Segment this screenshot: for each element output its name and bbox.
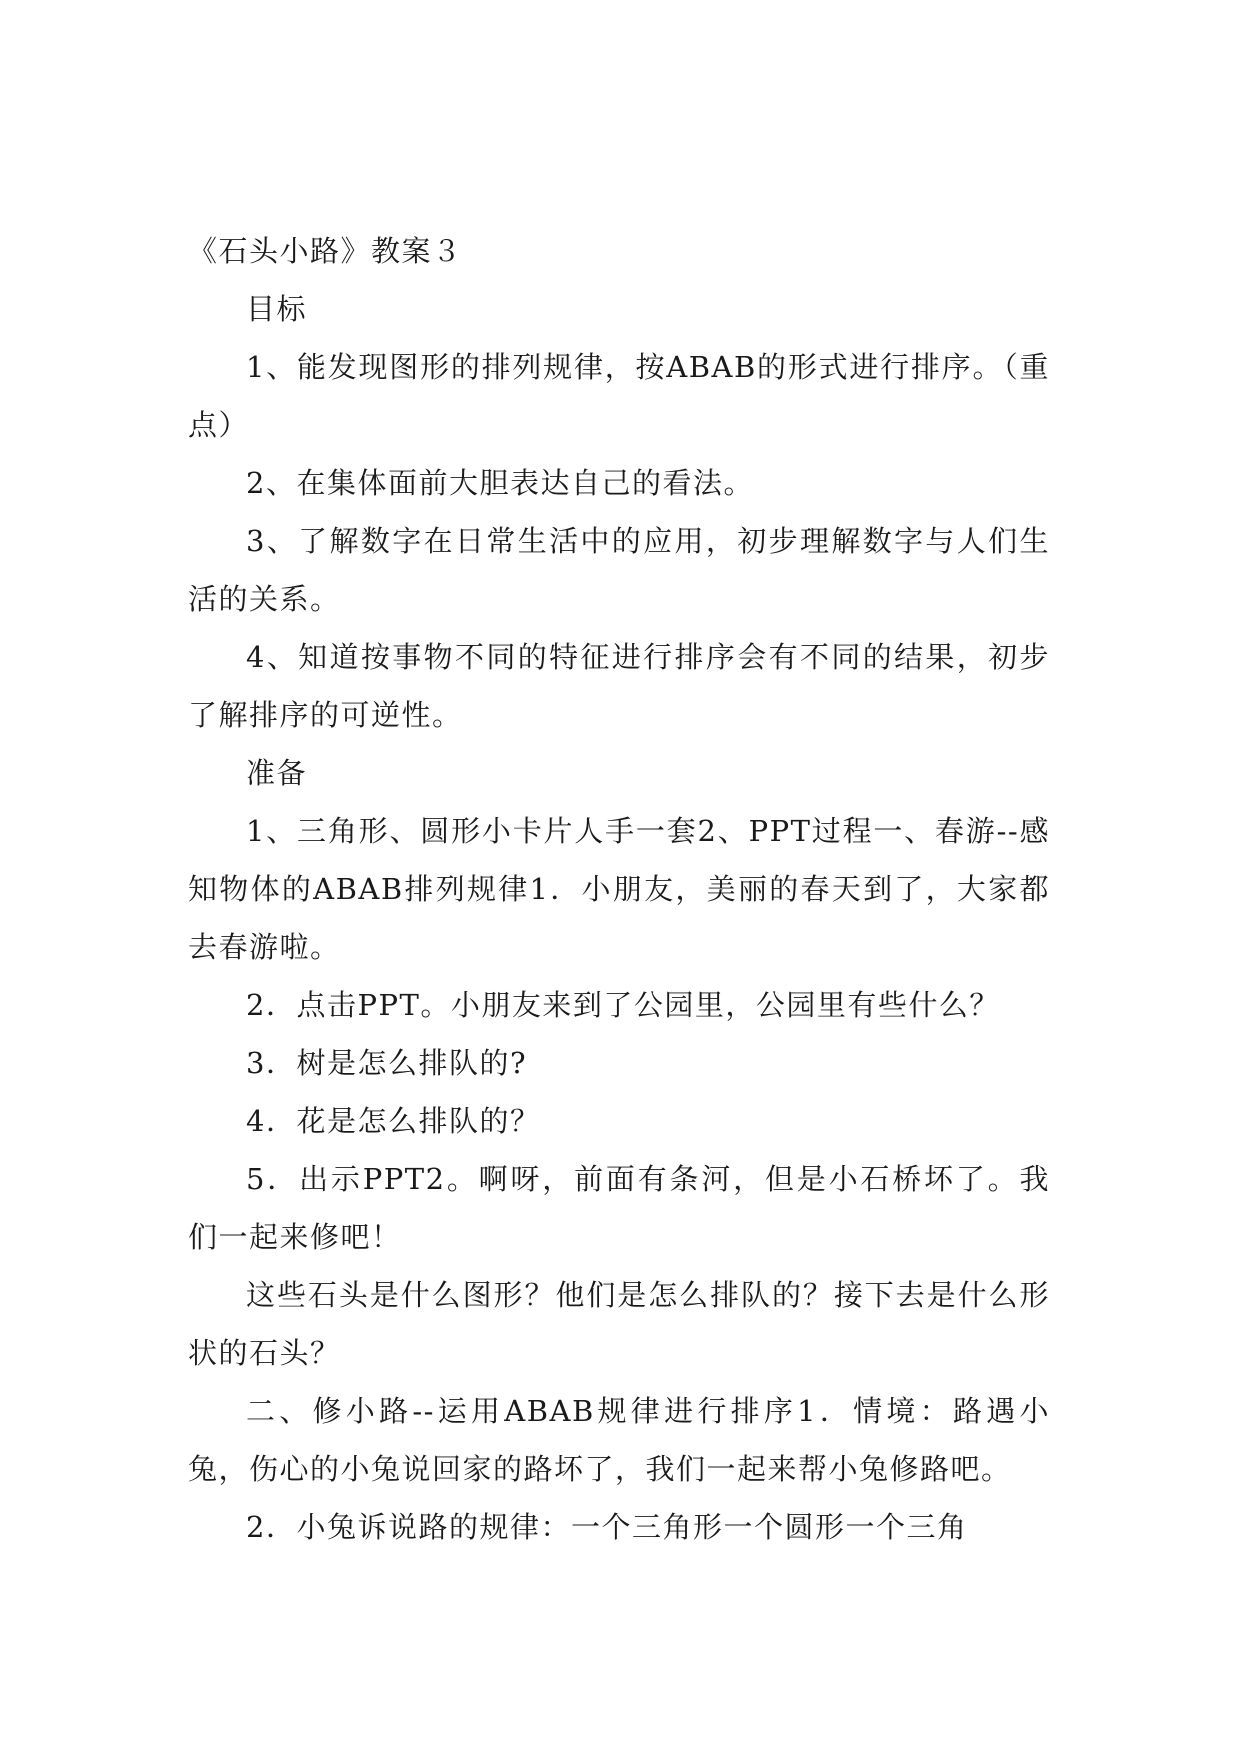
process-paragraph: 2．小兔诉说路的规律：一个三角形一个圆形一个三角 <box>246 1510 968 1544</box>
goal-item-1: 1、能发现图形的排列规律，按ABAB的形式进行排序。（重点） <box>188 350 1050 442</box>
goal-item-4: 4、知道按事物不同的特征进行排序会有不同的结果，初步了解排序的可逆性。 <box>188 640 1050 732</box>
process-paragraph: 5．出示PPT2。啊呀，前面有条河，但是小石桥坏了。我们一起来修吧！ <box>188 1162 1050 1254</box>
goal-item-3: 3、了解数字在日常生活中的应用，初步理解数字与人们生活的关系。 <box>188 524 1050 616</box>
heading-preparation: 准备 <box>246 756 308 790</box>
process-paragraph: 4．花是怎么排队的？ <box>246 1104 541 1138</box>
document-title: 《石头小路》教案３ <box>188 234 463 268</box>
process-paragraph: 3．树是怎么排队的? <box>246 1046 527 1080</box>
process-paragraph: 这些石头是什么图形？他们是怎么排队的？接下去是什么形状的石头？ <box>188 1278 1050 1370</box>
heading-goals: 目标 <box>246 292 308 326</box>
process-paragraph: 2．点击PPT。小朋友来到了公园里，公园里有些什么？ <box>246 988 1000 1022</box>
goal-item-2: 2、在集体面前大胆表达自己的看法。 <box>246 466 754 500</box>
document-body <box>188 222 1050 1556</box>
process-paragraph: 1、三角形、圆形小卡片人手一套2、PPT过程一、春游--感知物体的ABAB排列规律1．小朋友，美丽的春天到了，大家都去春游啦。 <box>188 814 1050 964</box>
process-paragraph: 二、修小路--运用ABAB规律进行排序1．情境：路遇小兔，伤心的小兔说回家的路坏了，我们一起来帮小兔修路吧。 <box>188 1394 1050 1486</box>
